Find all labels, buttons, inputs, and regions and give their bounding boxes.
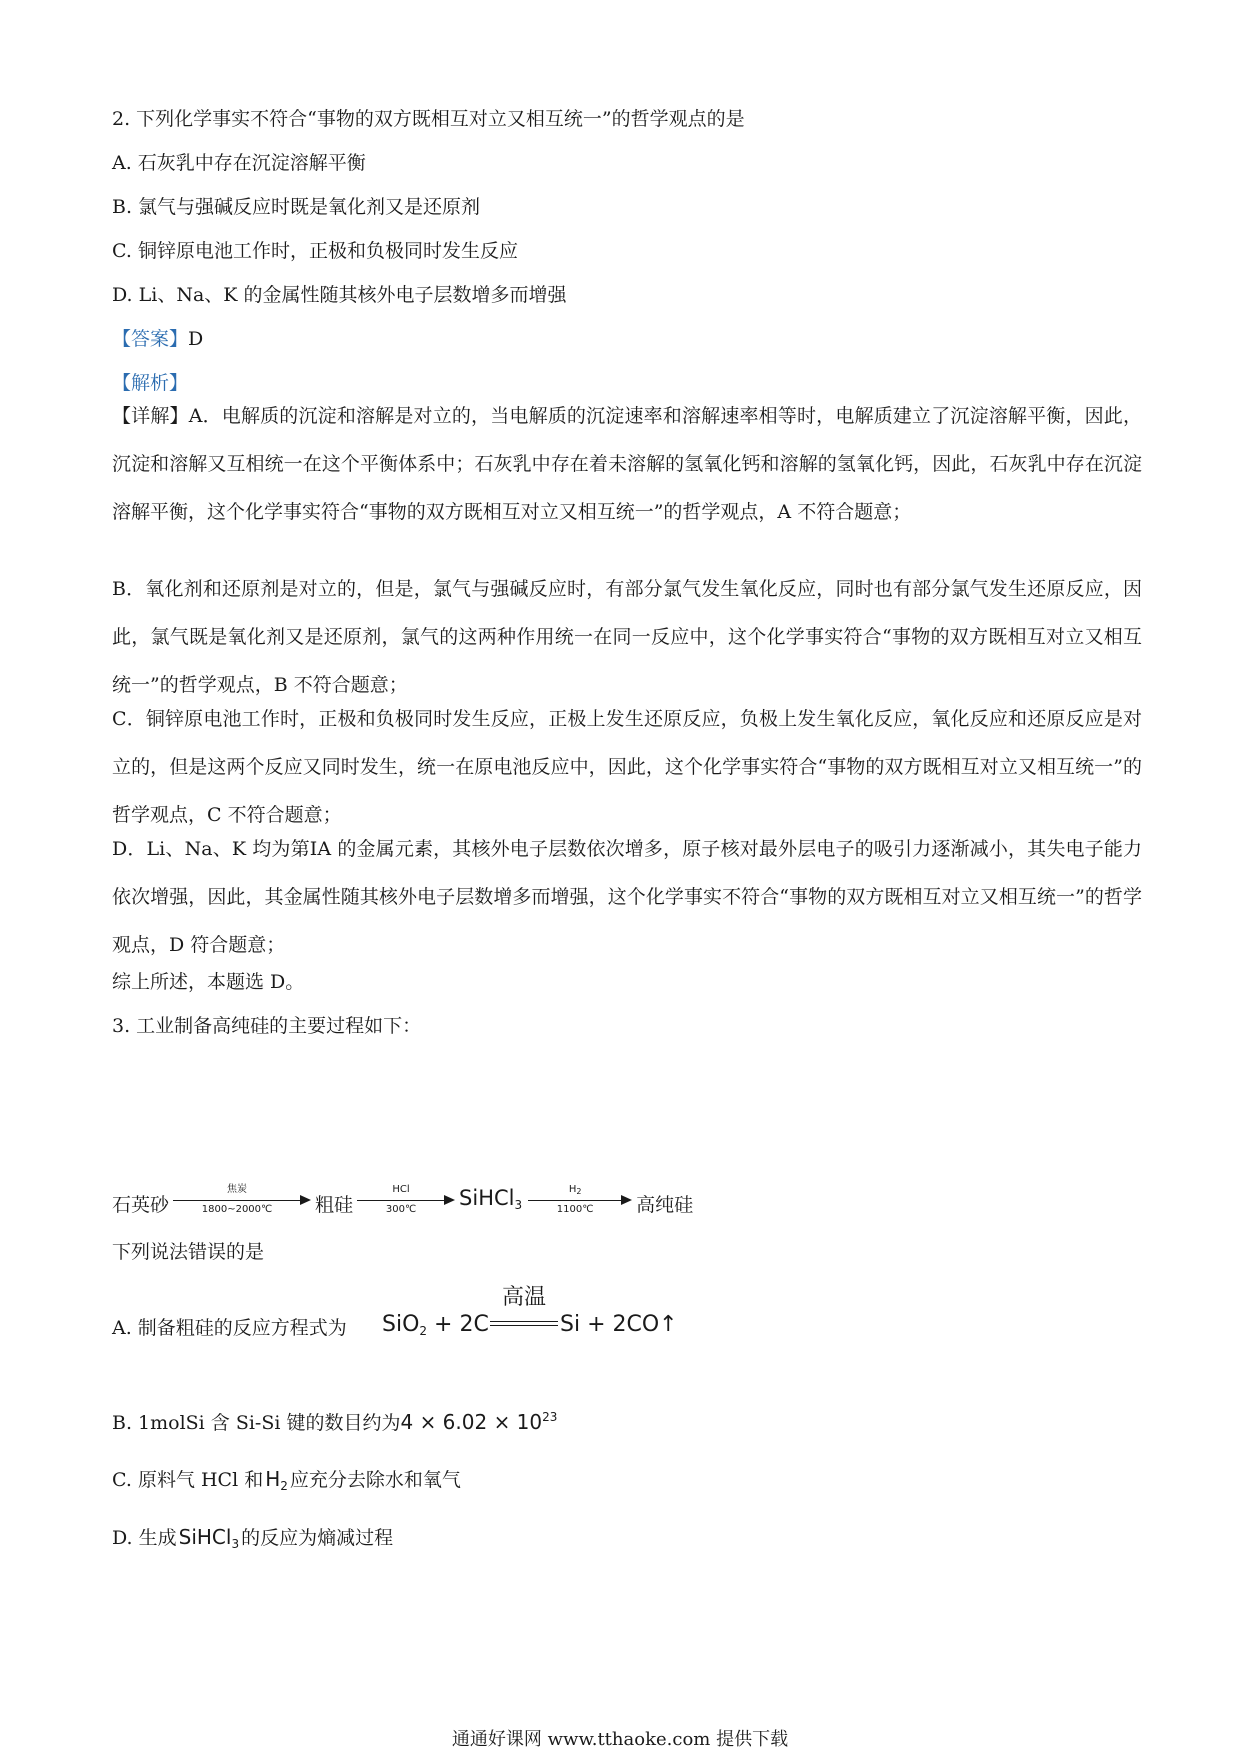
option-d-formula: SiHCl$_3$ — [178, 1525, 240, 1551]
arrow-1-condition: 1800~2000℃ — [201, 1204, 273, 1215]
arrow-1-reagent: 焦炭 — [227, 1184, 248, 1195]
analysis-tag: 【解析】 — [112, 372, 189, 394]
q2-detail-c: C．铜锌原电池工作时，正极和负极同时发生反应，正极上发生还原反应，负极上发生氧化反应，氧化反应和还原反应是对立的，但是这两个反应又同时发生，统一在原电池反应中，因此，这个化学事实符合“事物的双方既相互对立又相互统一”的哲学观点，C 不符合题意； — [112, 708, 1142, 826]
answer-tag: 【答案】 — [112, 328, 189, 350]
arrow-3-condition: 1100℃ — [556, 1204, 594, 1215]
q2-detail-b: B．氧化剂和还原剂是对立的，但是，氯气与强碱反应时，有部分氯气发生氧化反应，同时也有部分氯气发生还原反应，因此，氯气既是氧化剂又是还原剂，氯气的这两种作用统一在同一反应中，这个化学事实符合“事物的双方既相互对立又相互统一”的哲学观点，B 不符合题意； — [112, 578, 1142, 696]
option-a-label: A. 制备粗硅的反应方程式为 — [112, 1317, 347, 1339]
process-flow — [112, 1180, 693, 1220]
arrow-2-reagent: HCl — [392, 1184, 410, 1195]
option-a-condition: 高温 — [501, 1285, 546, 1310]
flow-node-pure-silicon: 高纯硅 — [636, 1194, 694, 1216]
q2-option-b: B. 氯气与强碱反应时既是氧化剂又是还原剂 — [112, 196, 481, 218]
q2-detail-a — [112, 392, 1142, 536]
option-b-value: $4 \times 6.02 \times 10^{23}$ — [400, 1410, 558, 1434]
option-a-lhs: SiO$_2$ + 2C — [382, 1312, 489, 1338]
q3-option-d: D. 生成 SiHCl$_3$ 的反应为熵减过程 — [112, 1525, 394, 1551]
q2-stem: 2. 下列化学事实不符合“事物的双方既相互对立又相互统一”的哲学观点的是 — [112, 108, 745, 130]
arrow-2-condition: 300℃ — [385, 1204, 417, 1215]
flow-arrow-3 — [528, 1180, 632, 1220]
q2-summary: 综上所述，本题选 D。 — [112, 971, 305, 993]
q2-option-a: A. 石灰乳中存在沉淀溶解平衡 — [112, 152, 366, 174]
flow-node-quartz-sand: 石英砂 — [112, 1194, 170, 1216]
document-page — [112, 0, 1142, 1754]
detail-tag: 【详解】 — [112, 405, 189, 427]
flow-arrow-1 — [173, 1180, 311, 1220]
q3-option-b: B. 1molSi 含 Si-Si 键的数目约为$4 \times 6.02 \times 10^{23}$ — [112, 1410, 558, 1434]
q3-stem: 3. 工业制备高纯硅的主要过程如下： — [112, 1015, 422, 1037]
arrow-right-icon — [621, 1195, 632, 1205]
q2-option-c: C. 铜锌原电池工作时，正极和负极同时发生反应 — [112, 240, 518, 262]
arrow-right-icon — [444, 1195, 455, 1205]
q2-answer — [112, 326, 203, 352]
q2-option-d: D. Li、Na、K 的金属性随其核外电子层数增多而增强 — [112, 284, 567, 306]
flow-node-crude-silicon: 粗硅 — [315, 1194, 354, 1216]
q2-detail-d: D．Li、Na、K 均为第ⅠA 的金属元素，其核外电子层数依次增多，原子核对最外层电子的吸引力逐渐减小，其失电子能力依次增强，因此，其金属性随其核外电子层数增多而增强，这个化学事实不符合“事物的双方既相互对立又相互统一”的哲学观点，D 符合题意； — [112, 838, 1142, 956]
equals-sign — [490, 1321, 558, 1326]
answer-value: D — [188, 328, 204, 350]
page-footer: 通通好课网 www.tthaoke.com 提供下载 — [451, 1729, 789, 1750]
q3-option-c: C. 原料气 HCl 和 $H_2$ 应充分去除水和氧气 — [112, 1467, 461, 1493]
option-c-h2: $H_2$ — [265, 1467, 288, 1493]
arrow-3-reagent: $H_2$ — [568, 1184, 582, 1196]
detail-a-text: A．电解质的沉淀和溶解是对立的，当电解质的沉淀速率和溶解速率相等时，电解质建立了沉淀溶解平衡，因此，沉淀和溶解又互相统一在这个平衡体系中；石灰乳中存在着未溶解的氢氧化钙和溶解的氢氧化钙，因此，石灰乳中存在沉淀溶解平衡，这个化学事实符合“事物的双方既相互对立又相互统一”的哲学观点，A 不符合题意； — [112, 405, 1142, 523]
option-a-rhs: Si + 2CO↑ — [560, 1312, 678, 1337]
arrow-right-icon — [300, 1195, 311, 1205]
flow-node-sihcl3: SiHCl$_3$ — [459, 1186, 523, 1212]
q3-question: 下列说法错误的是 — [112, 1241, 265, 1263]
flow-arrow-2 — [357, 1180, 455, 1220]
